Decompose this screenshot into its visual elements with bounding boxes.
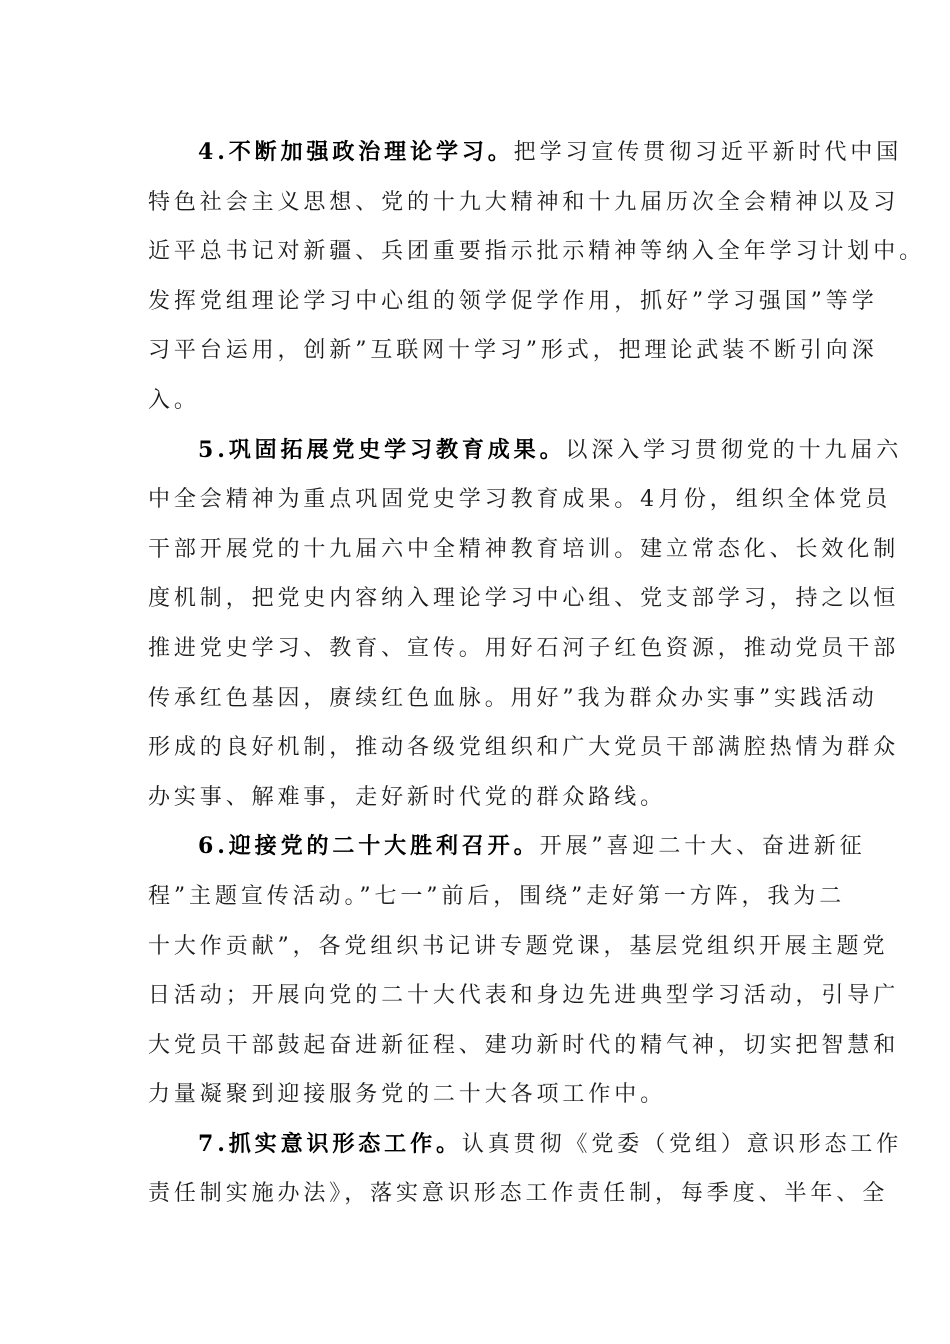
paragraph-line: 推进党史学习、教育、宣传。用好石河子红色资源，推动党员干部 xyxy=(148,635,900,661)
paragraph-line: 干部开展党的十九届六中全精神教育培训。建立常态化、长效化制 xyxy=(148,536,900,562)
paragraph-line: 发挥党组理论学习中心组的领学促学作用，抓好”学习强国”等学 xyxy=(148,288,878,314)
paragraph-line: 大党员干部鼓起奋进新征程、建功新时代的精气神，切实把智慧和 xyxy=(148,1032,900,1058)
paragraph-7 xyxy=(148,1120,903,1219)
paragraph-text: 开展”喜迎二十大、奋进新征 xyxy=(539,834,866,860)
paragraph-text: 把学习宣传贯彻习近平新时代中国 xyxy=(513,140,903,165)
paragraph-heading: 5.巩固拓展党史学习教育成果。 xyxy=(198,436,566,463)
paragraph-line: 十大作贡献”，各党组织书记讲专题党课，基层党组织开展主题党 xyxy=(148,933,889,959)
paragraph-line: 习平台运用，创新”互联网十学习”形式，把理论武装不断引向深 xyxy=(148,338,878,364)
paragraph-line: 日活动；开展向党的二十大代表和身边先进典型学习活动，引导广 xyxy=(148,983,900,1009)
paragraph-heading: 6.迎接党的二十大胜利召开。 xyxy=(198,833,540,860)
paragraph-first-line xyxy=(148,822,866,872)
paragraph-heading: 4.不断加强政治理论学习。 xyxy=(198,139,514,165)
paragraph-first-line xyxy=(148,1120,903,1170)
paragraph-text: 认真贯彻《党委（党组）意识形态工作 xyxy=(461,1131,903,1157)
paragraph-line: 责任制实施办法》，落实意识形态工作责任制，每季度、半年、全 xyxy=(148,1181,889,1207)
paragraph-6 xyxy=(148,822,900,1120)
paragraph-line: 办实事、解难事，走好新时代党的群众路线。 xyxy=(148,784,667,810)
paragraph-line: 传承红色基因，赓续红色血脉。用好”我为群众办实事”实践活动 xyxy=(148,685,878,711)
paragraph-line: 特色社会主义思想、党的十九大精神和十九届历次全会精神以及习 xyxy=(148,189,900,215)
paragraph-line: 度机制，把党史内容纳入理论学习中心组、党支部学习，持之以恒 xyxy=(148,586,900,612)
paragraph-line: 形成的良好机制，推动各级党组织和广大党员干部满腔热情为群众 xyxy=(148,735,900,761)
paragraph-line: 近平总书记对新疆、兵团重要指示批示精神等纳入全年学习计划中。 xyxy=(148,239,926,265)
paragraph-first-line xyxy=(148,426,903,476)
paragraph-first-line xyxy=(148,128,903,178)
paragraph-4 xyxy=(148,128,926,426)
paragraph-line: 程”主题宣传活动。”七一”前后，围绕”走好第一方阵，我为二 xyxy=(148,883,846,909)
paragraph-line: 力量凝聚到迎接服务党的二十大各项工作中。 xyxy=(148,1082,667,1108)
paragraph-heading: 7.抓实意识形态工作。 xyxy=(198,1130,462,1157)
document-body xyxy=(148,128,926,1219)
paragraph-text: 以深入学习贯彻党的十九届六 xyxy=(565,437,903,463)
paragraph-5 xyxy=(148,426,903,823)
paragraph-line: 中全会精神为重点巩固党史学习教育成果。4月份，组织全体党员 xyxy=(148,487,892,513)
paragraph-line: 入。 xyxy=(148,387,200,413)
